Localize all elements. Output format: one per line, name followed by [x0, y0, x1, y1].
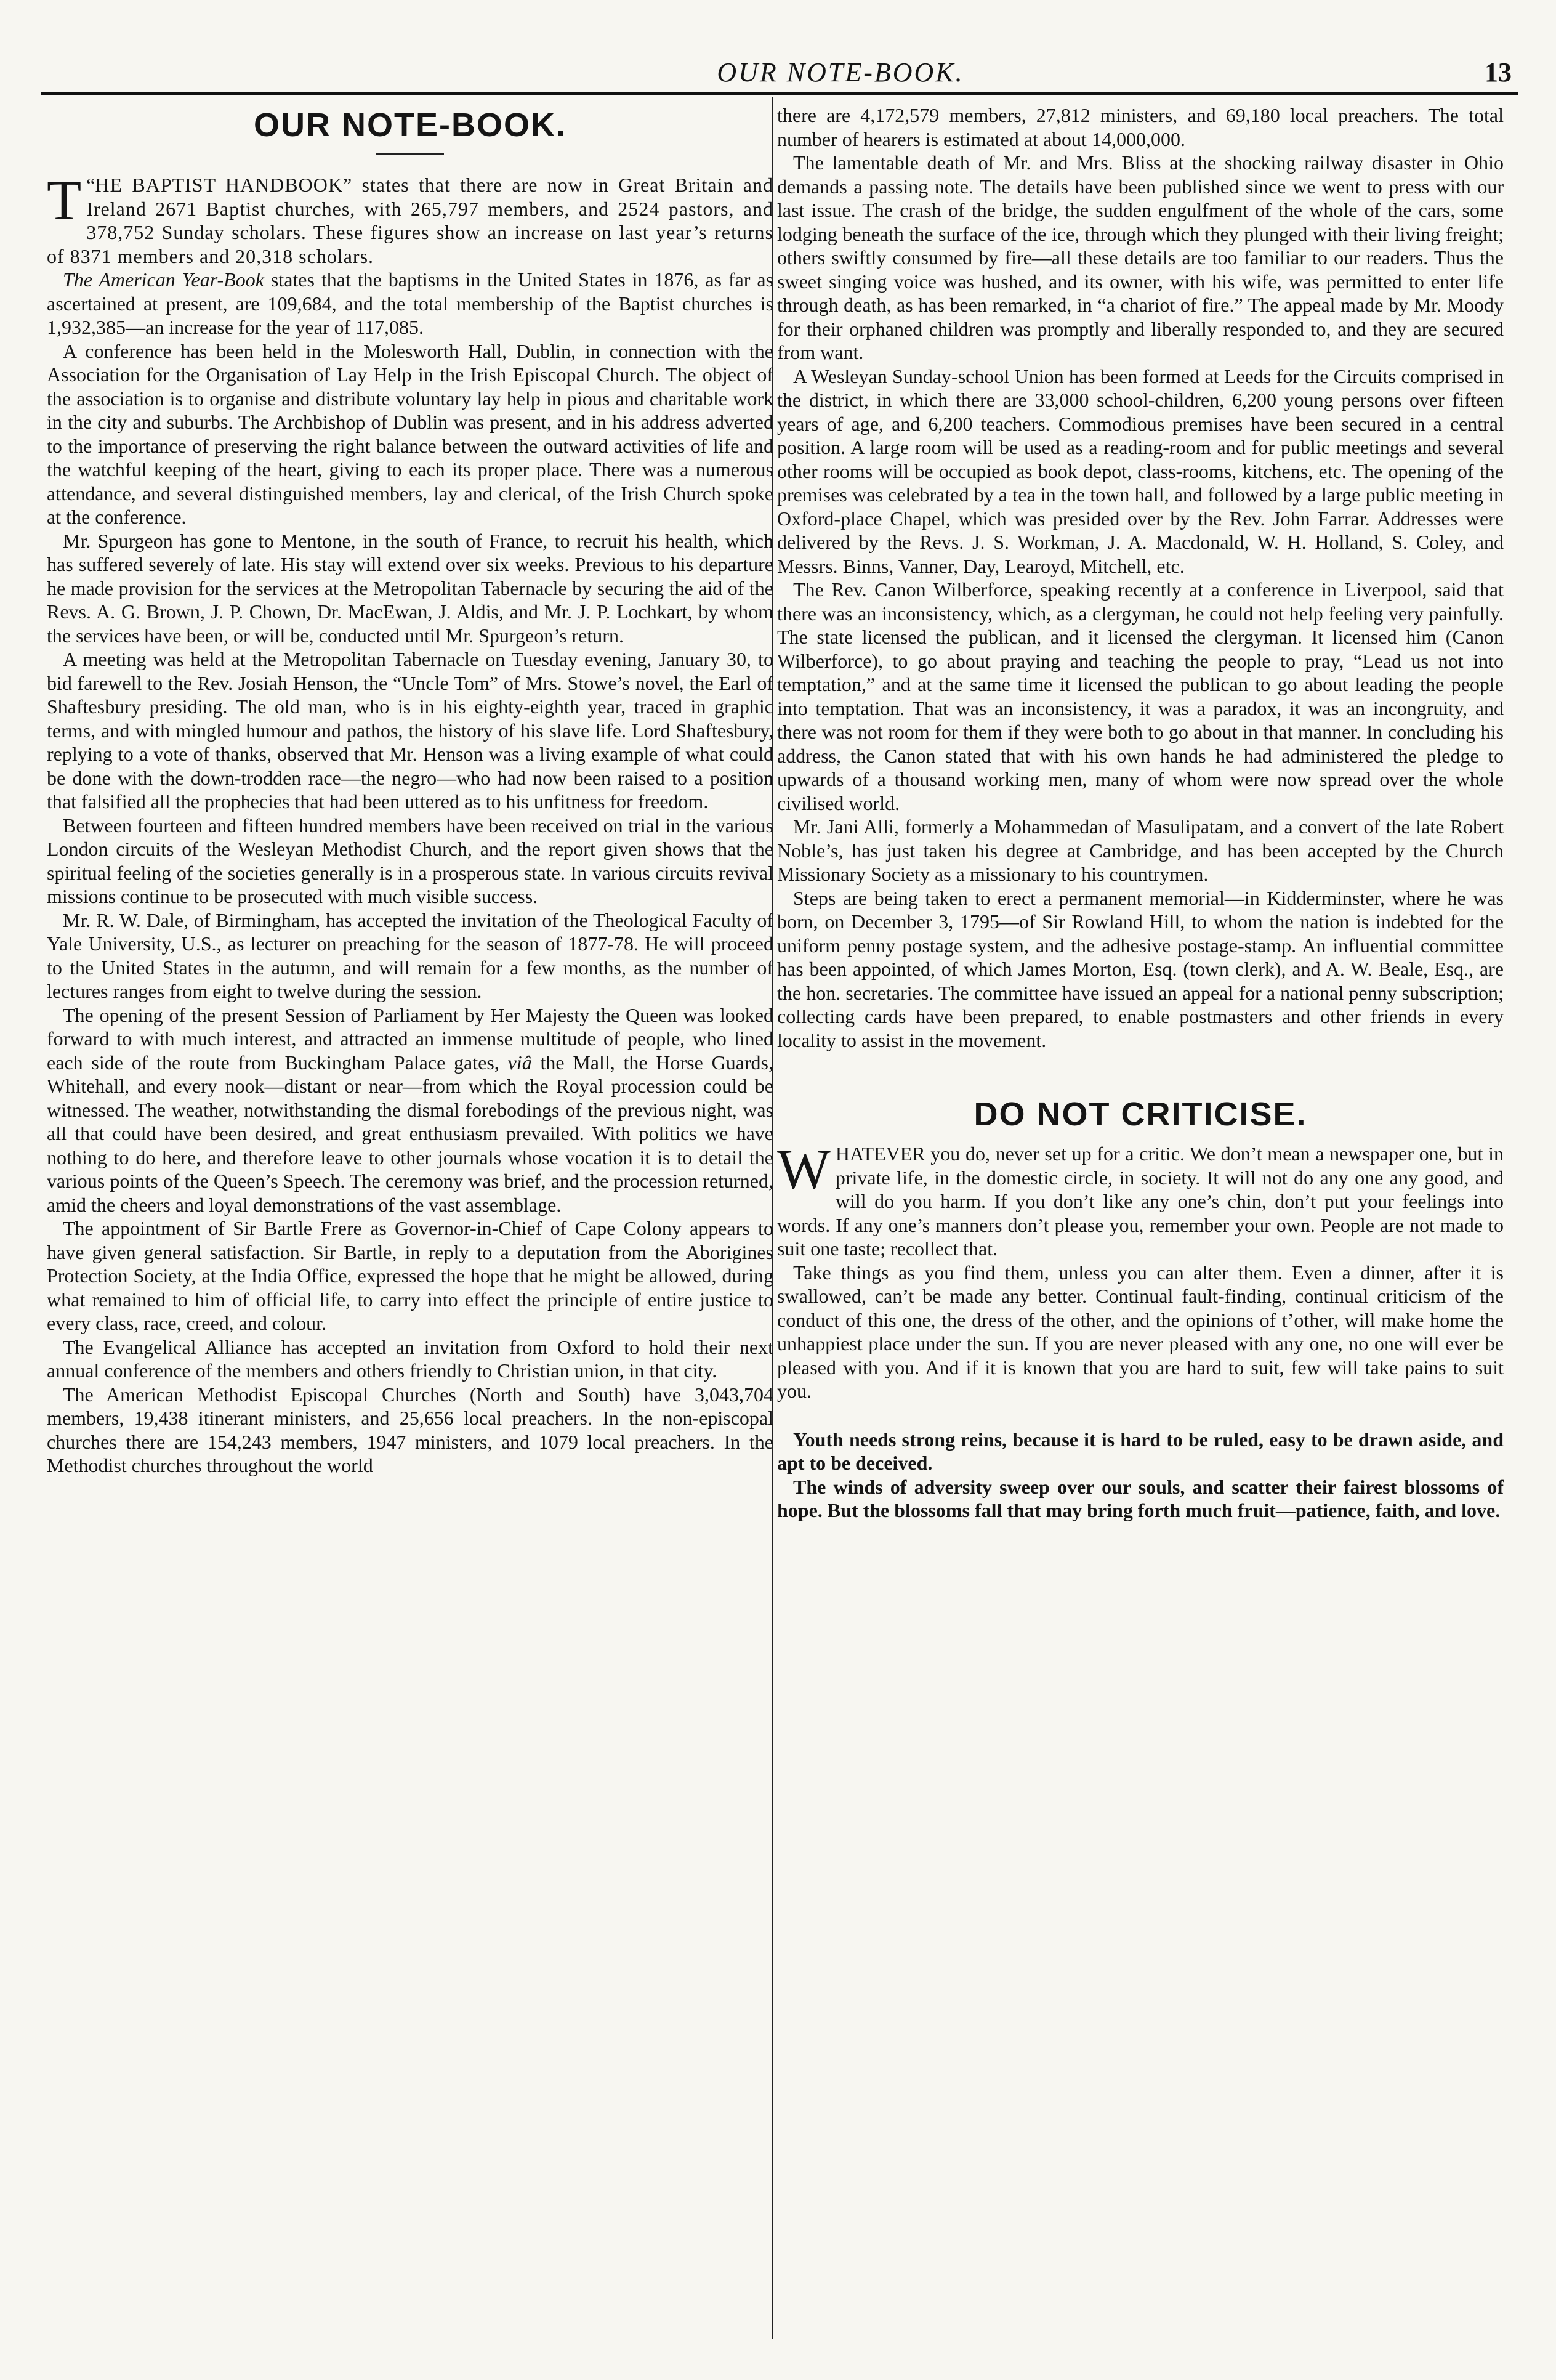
paragraph-rw-dale: Mr. R. W. Dale, of Birmingham, has accepted the invitation of the Theological Faculty of Yale University, U.S., as lecturer on preaching for the season of 1877-78. He will proceed to the United States in the autumn, and will remain for a few months, as the number of lectures ranges from eight to twelve during the session. — [47, 909, 773, 1002]
section-title: OUR NOTE-BOOK. — [254, 107, 566, 144]
paragraph-rowland-hill: Steps are being taken to erect a permanent memorial—in Kidderminster, where he was born, on December 3, 1795—of Sir Rowland Hill, to whom the nation is indebted for the uniform penny postage system, and the adhesive postage-stamp. An influential committee has been appointed, of which James Morton, Esq. (town clerk), and A. W. Beale, Esq., are the hon. secretaries. The committee have issued an appeal for a national penny subscription; collecting cards have been prepared, to enable postmasters and other friends in every locality to assist in the movement. — [777, 886, 1504, 1051]
drop-cap-t: T — [47, 169, 82, 232]
left-column — [47, 103, 773, 1478]
opening-quote: “ — [86, 174, 95, 196]
section-title-do-not-criticise: DO NOT CRITICISE. — [974, 1096, 1307, 1133]
paragraph-take-things: Take things as you find them, unless you can alter them. Even a dinner, after it is swallowed, can’t be made any better. Continual fault-finding, continual criticism of the conduct of this one, the dress of the other, and the opinions of t’other, will make home the unhappiest place under the sun. If you are never pleased with any one, no one will ever be pleased with you. And if it is known that you are hard to suit, few will take pains to suit you. — [777, 1261, 1504, 1402]
paragraph-winds-of-adversity: The winds of adversity sweep over our souls, and scatter their fairest blossoms of hope. But the blossoms fall that may bring forth much fruit—patience, faith, and love. — [777, 1475, 1504, 1521]
paragraph-parliament-opening — [47, 1003, 773, 1217]
spacer — [777, 1403, 1504, 1428]
paragraph-jani-alli: Mr. Jani Alli, formerly a Mohammedan of Masulipatam, and a convert of the late Robert Noble’s, has just taken his degree at Cambridge, and has been accepted by the Church Missionary Society as a missionary to his countrymen. — [777, 816, 1504, 885]
book-title: The American Year-Book — [63, 269, 264, 291]
paragraph-american-year-book — [47, 268, 773, 339]
paragraph-canon-wilberforce: The Rev. Canon Wilberforce, speaking recently at a conference in Liverpool, said that there was an inconsistency, which, as a clergyman, he could not help feeling very painfully. The state licensed the publican, and it licensed the clergyman. It licensed him (Canon Wilberforce), to go about praying and teaching the people to pray, “Lead us not into temptation,” and at the same time it licensed the publican to go about leading the people into temptation. That was an inconsistency, it was a paradox, it was an incongruity, and there was not room for them if they were both to go about in that manner. In concluding his address, the Canon stated that with his own hands he had administered the pledge to upwards of a thousand working men, many of whom were now spread over the whole civilised world. — [777, 578, 1504, 814]
italic-via: viâ — [507, 1051, 532, 1074]
paragraph-evangelical-alliance: The Evangelical Alliance has accepted an invitation from Oxford to hold their next annual conference of the members and others friendly to Christian union, in that city. — [47, 1335, 773, 1382]
title-rule — [376, 153, 444, 155]
paragraph-methodist-churches: The American Methodist Episcopal Churches (North and South) have 3,043,704 members, 19,438 itinerant ministers, and 25,656 local preachers. In the non-episcopal churches there are 154,243 members, 1947 ministers, and 1079 local preachers. In the Methodist churches throughout the world — [47, 1383, 773, 1476]
paragraph-text: The opening of the present Session of Parliament by Her Majesty the Queen was looked forward to with much interest, and attracted an immense multitude of people, who lined each side of the route from Buckingham Palace gates, — [47, 1003, 773, 1074]
paragraph-spurgeon: Mr. Spurgeon has gone to Mentone, in the south of France, to recruit his health, which has suffered severely of late. His stay will extend over six weeks. Previous to his departure he made provision for the services at the Metropolitan Tabernacle by securing the aid of the Revs. A. G. Brown, J. P. Chown, Dr. MacEwan, J. Aldis, and Mr. J. P. Lochkart, by whom the services have been, or will be, conducted until Mr. Spurgeon’s return. — [47, 529, 773, 647]
right-column — [777, 103, 1504, 1523]
paragraph-wesleyan-members: Between fourteen and fifteen hundred members have been received on trial in the various London circuits of the Wesleyan Methodist Church, and the report given shows that the spiritual feeling of the societies generally is in a prosperous state. In various circuits revival missions continue to be prosecuted with much visible success. — [47, 814, 773, 907]
paragraph-sunday-school-union: A Wesleyan Sunday-school Union has been formed at Leeds for the Circuits comprised in the district, in which there are 33,000 school-children, 6,200 young persons over fifteen years of age, and 6,200 teachers. Commodious premises have been secured in a central position. A large room will be used as a reading-room and for public meetings and several other rooms will be occupied as book depot, class-rooms, kitchens, etc. The opening of the premises was celebrated by a tea in the town hall, and followed by a large public meeting in Oxford-place Chapel, which was presided over by the Rev. John Farrar. Addresses were delivered by the Revs. J. S. Workman, J. A. Macdonald, W. H. Holland, S. Coley, and Messrs. Binns, Vanner, Day, Learoyd, Mitchell, etc. — [777, 365, 1504, 577]
running-title: OUR NOTE-BOOK. — [717, 57, 964, 87]
paragraph-bartle-frere: The appointment of Sir Bartle Frere as Governor-in-Chief of Cape Colony appears to have given general satisfaction. Sir Bartle, in reply to a deputation from the Aborigines Protection Society, at the India Office, expressed the hope that he might be allowed, during what remained to him of official life, to carry into effect the principle of entire justice to every class, race, creed, and colour. — [47, 1217, 773, 1334]
paragraph-molesworth-conference: A conference has been held in the Molesworth Hall, Dublin, in connection with the Association for the Organisation of Lay Help in the Irish Episcopal Church. The object of the association is to organise and distribute voluntary lay help in pious and charitable work in the city and suburbs. The Archbishop of Dublin was present, and in his address adverted to the importance of preserving the right balance between the outward activities of life and the watchful keeping of the heart, giving to each its proper place. There was a numerous attendance, and several distinguished members, lay and clerical, of the Irish Church spoke at the conference. — [47, 339, 773, 528]
paragraph-baptist-handbook — [47, 169, 773, 268]
page-number: 13 — [1485, 57, 1512, 87]
running-head — [157, 57, 1512, 94]
paragraph-youth-needs: Youth needs strong reins, because it is hard to be ruled, easy to be drawn aside, and apt to be deceived. — [777, 1428, 1504, 1474]
paragraph-text: states that the baptisms in the United States in 1876, as far as ascertained at present, are 109,684, and the total membership of the Baptist churches is 1,932,385—an increase for the year of 117,085. — [47, 269, 774, 338]
paragraph-whatever-you-do — [777, 1138, 1504, 1261]
paragraph-bliss-death: The lamentable death of Mr. and Mrs. Bliss at the shocking railway disaster in Ohio demands a passing note. The details have been published since we went to press with our last issue. The crash of the bridge, the sudden engulfment of the whole of the cars, some lodging beneath the surface of the ice, through which they plunged with their living freight; others swiftly consumed by fire—all these details are too familiar to our readers. Thus the sweet singing voice was hushed, and its owner, with his wife, was permitted to enter life through death, as has been remarked, in “a chariot of fire.” The appeal made by Mr. Moody for their orphaned children was promptly and liberally responded to, and they are secured from want. — [777, 152, 1504, 363]
drop-cap-w: W — [777, 1138, 831, 1200]
paragraph-text: HE BAPTIST HANDBOOK” states that there are now in Great Britain and Ireland 2671 Baptist churches, with 265,797 members, and 2524 pastors, and 378,752 Sunday scholars. These figures show an increase on last year’s returns of 8371 members and 20,318 scholars. — [47, 174, 773, 267]
paragraph-text: HATEVER you do, never set up for a critic. We don’t mean a newspaper one, but in private life, in the domestic circle, in society. It will not do any one any good, and will do you harm. If you don’t like any one’s chin, don’t put your feelings into words. If any one’s manners don’t please you, remember your own. People are not made to suit one taste; recollect that. — [777, 1143, 1504, 1260]
paragraph-text: the Mall, the Horse Guards, Whitehall, and every nook—distant or near—from which the Royal procession could be witnessed. The weather, notwithstanding the dismal forebodings of the previous night, was all that could have been desired, and great enthusiasm prevailed. With politics we have nothing to do here, and therefore leave to other journals whose vocation it is to detail the various points of the Queen’s Speech. The ceremony was brief, and the procession returned, amid the cheers and loyal demonstrations of the vast assemblage. — [47, 1051, 774, 1216]
paragraph-methodist-continued: there are 4,172,579 members, 27,812 ministers, and 69,180 local preachers. The total number of hearers is estimated at about 14,000,000. — [777, 104, 1504, 150]
paragraph-josiah-henson: A meeting was held at the Metropolitan Tabernacle on Tuesday evening, January 30, to bid farewell to the Rev. Josiah Henson, the “Uncle Tom” of Mrs. Stowe’s novel, the Earl of Shaftesbury presiding. The old man, who is in his eighty-eighth year, traced in graphic terms, and with mingled humour and pathos, the history of his slave life. Lord Shaftesbury, replying to a vote of thanks, observed that Mr. Henson was a living example of what could be done with the down-trodden race—the negro—who had now been raised to a position that falsified all the prophecies that had been uttered as to his unfitness for freedom. — [47, 648, 773, 812]
header-rule — [41, 92, 1518, 95]
